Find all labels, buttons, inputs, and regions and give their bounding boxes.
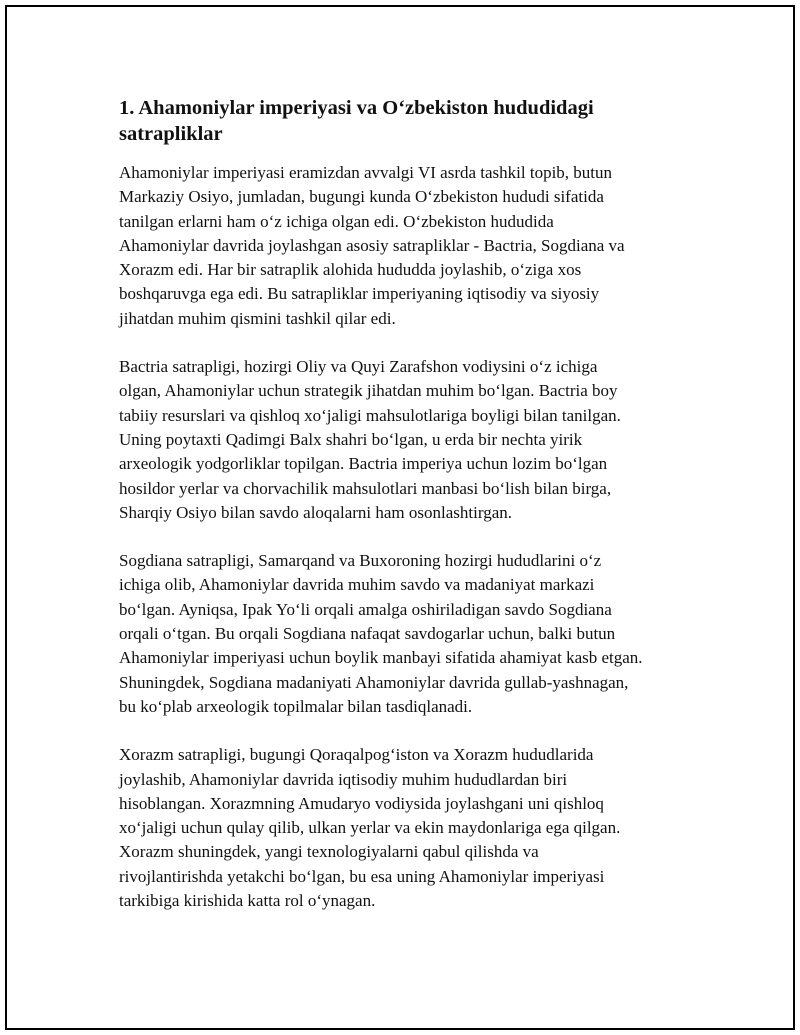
paragraph-sogdiana: Sogdiana satrapligi, Samarqand va Buxoroning hozirgi hududlarini o‘z ichiga olib, Ahamoniylar davrida muhim savdo va madaniyat markazi bo‘lgan. Ayniqsa, Ipak Yo‘li orqali amalga oshiriladigan savdo Sogdiana orqali o‘tgan. Bu orqali Sogdiana nafaqat savdogarlar uchun, balki butun Ahamoniylar imperiyasi uchun boylik manbayi sifatida ahamiyat kasb etgan. Shuningdek, Sogdiana madaniyati Ahamoniylar davrida gullab-yashnagan, bu ko‘plab arxeologik topilmalar bilan tasdiqlanadi. <box>119 551 643 716</box>
paragraph-bactria: Bactria satrapligi, hozirgi Oliy va Quyi Zarafshon vodiysini o‘z ichiga olgan, Ahamoniylar uchun strategik jihatdan muhim bo‘lgan. Bactria boy tabiiy resurslari va qishloq xo‘jaligi mahsulotlariga boyligi bilan tanilgan. Uning poytaxti Qadimgi Balx shahri bo‘lgan, u erda bir nechta yirik arxeologik yodgorliklar topilgan. Bactria imperiya uchun lozim bo‘lgan hosildor yerlar va chorvachilik mahsulotlari manbasi bo‘lish bilan birga, Sharqiy Osiyo bilan savdo aloqalarni ham osonlashtirgan. <box>119 357 621 522</box>
document-page <box>5 5 795 1030</box>
document-body <box>119 95 699 937</box>
paragraph-xorazm: Xorazm satrapligi, bugungi Qoraqalpog‘iston va Xorazm hududlarida joylashib, Ahamoniylar davrida iqtisodiy muhim hududlardan biri hisoblangan. Xorazmning Amudaryo vodiysida joylashgani uni qishloq xo‘jaligi uchun qulay qilib, ulkan yerlar va ekin maydonlariga ega qilgan. Xorazm shuningdek, yangi texnologiyalarni qabul qilishda va rivojlantirishda yetakchi bo‘lgan, bu esa uning Ahamoniylar imperiyasi tarkibiga kirishida katta rol o‘ynagan. <box>119 745 621 911</box>
paragraph-intro: Ahamoniylar imperiyasi eramizdan avvalgi VI asrda tashkil topib, butun Markaziy Osiyo, jumladan, bugungi kunda O‘zbekiston hududi sifatida tanilgan erlarni ham o‘z ichiga olgan edi. O‘zbekiston hududida Ahamoniylar davrida joylashgan asosiy satrapliklar - Bactria, Sogdiana va Xorazm edi. Har bir satraplik alohida hududda joylashib, o‘ziga xos boshqaruvga ega edi. Bu satrapliklar imperiyaning iqtisodiy va siyosiy jihatdan muhim qismini tashkil qilar edi. <box>119 163 625 328</box>
section-heading: 1. Ahamoniylar imperiyasi va O‘zbekiston hududidagi satrapliklar <box>119 97 594 145</box>
